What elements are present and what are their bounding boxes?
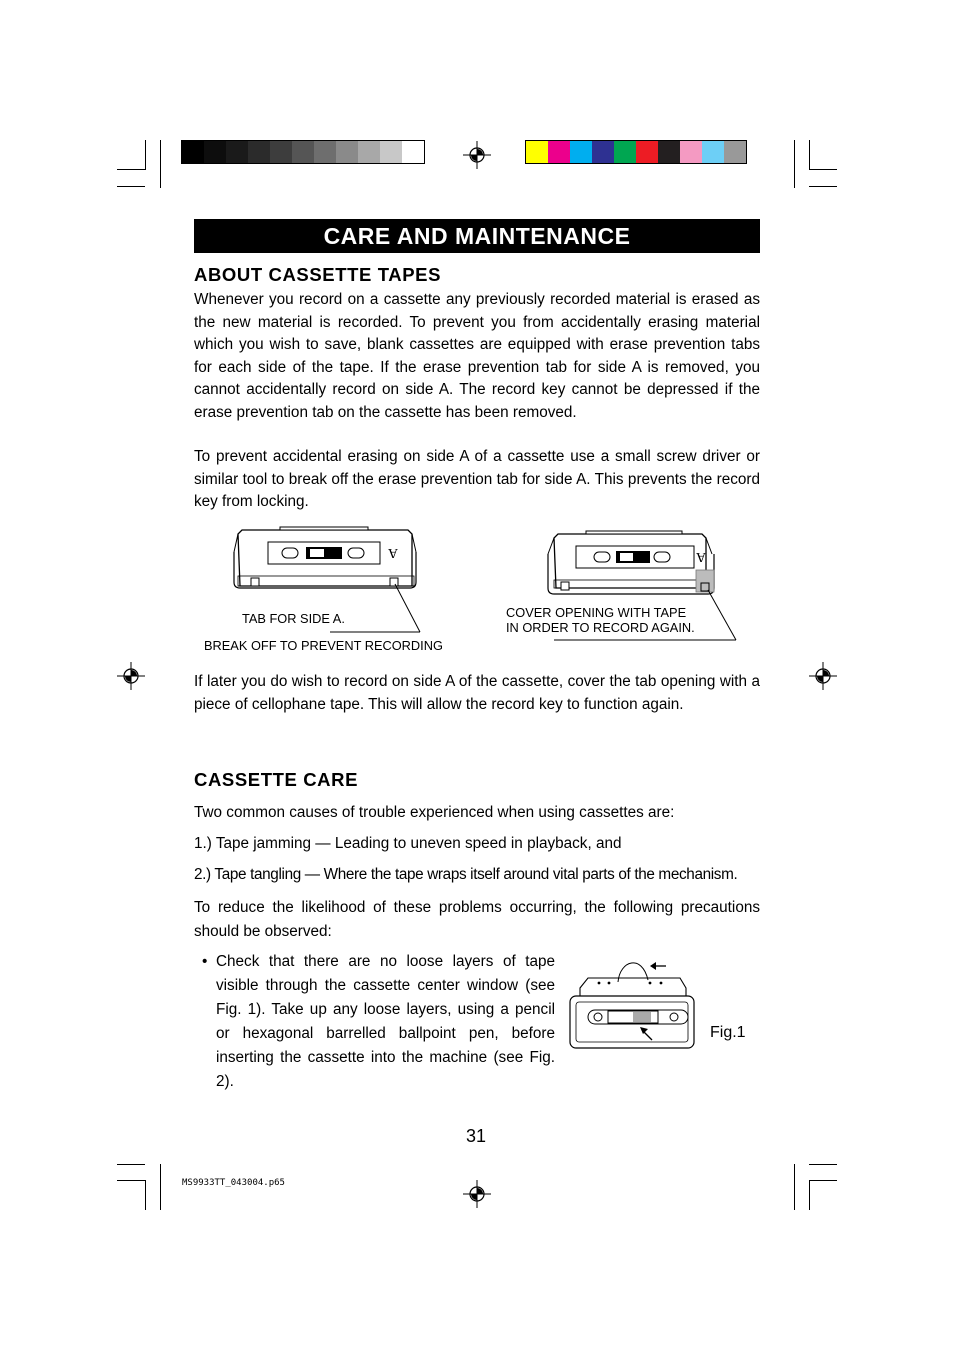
fig1-cassette-illustration [566, 952, 700, 1052]
list-item: 1.) Tape jamming — Leading to uneven speed in playback, and [194, 835, 622, 852]
page-title: CARE AND MAINTENANCE [194, 219, 760, 253]
file-reference: MS9933TT_043004.p65 [182, 1178, 285, 1188]
registration-mark-icon [463, 141, 491, 169]
side-a-label: A [387, 545, 398, 560]
crop-mark [160, 1164, 161, 1210]
list-item: 2.) Tape tangling — Where the tape wraps itself around vital parts of the mechanism. [194, 866, 738, 883]
intro-text: Two common causes of trouble experienced when using cassettes are: [194, 804, 675, 821]
crop-mark [145, 1180, 146, 1210]
paragraph [194, 896, 760, 944]
section-heading: CASSETTE CARE [194, 769, 359, 790]
crop-mark [794, 140, 795, 188]
figure-label: Fig.1 [710, 1024, 746, 1041]
color-swatch [270, 141, 292, 163]
crop-mark [117, 169, 145, 170]
crop-mark [809, 169, 837, 170]
color-swatch [636, 141, 658, 163]
color-swatch [570, 141, 592, 163]
crop-mark [117, 1164, 145, 1165]
side-a-label: A [695, 549, 706, 564]
paragraph [194, 446, 760, 514]
color-swatch [292, 141, 314, 163]
registration-mark-icon [463, 1180, 491, 1208]
color-swatch [680, 141, 702, 163]
color-swatch [658, 141, 680, 163]
grayscale-bar [181, 140, 425, 164]
bullet-text: Check that there are no loose layers of tape visible through the cassette center window (see Fig. 1). Take up any loose layers, using a pencil or hexagonal barrelled ballpoint pen, before inserting the cassette into the machine (see Fig. 2). [216, 953, 555, 1090]
color-swatch [182, 141, 204, 163]
crop-mark [117, 186, 145, 187]
crop-mark [794, 1164, 795, 1210]
crop-mark [809, 140, 810, 170]
section-heading: ABOUT CASSETTE TAPES [194, 264, 442, 285]
caption-break-off: BREAK OFF TO PREVENT RECORDING [204, 638, 443, 653]
paragraph-text: Whenever you record on a cassette any previously recorded material is erased as the new material is recorded. To prevent you from accidentally erasing material which you wish to save, blank cassettes are equipped with erase prevention tabs for each side of the tape. If the erase prevention tab for side A is removed, you cannot accidentally record on side A. The record key cannot be depressed if the erase prevention tab on the cassette has been removed. [194, 291, 760, 421]
color-swatch [724, 141, 746, 163]
color-swatch [248, 141, 270, 163]
color-bar [525, 140, 747, 164]
registration-mark-icon [809, 662, 837, 690]
paragraph [194, 289, 760, 424]
crop-mark [145, 140, 146, 170]
color-swatch [614, 141, 636, 163]
bullet-item [194, 950, 556, 1090]
crop-mark [809, 1180, 810, 1210]
color-swatch [204, 141, 226, 163]
paragraph-text: To prevent accidental erasing on side A of a cassette use a small screw driver or similar tool to break off the erase prevention tab for side A. This prevents the record key from locking. [194, 448, 760, 510]
bullet-marker: • [202, 953, 208, 970]
color-swatch [314, 141, 336, 163]
page-number: 31 [466, 1126, 487, 1146]
paragraph [194, 671, 760, 716]
color-swatch [358, 141, 380, 163]
color-swatch [526, 141, 548, 163]
paragraph-text: If later you do wish to record on side A of the cassette, cover the tab opening with a piece of cellophane tape. This will allow the record key to function again. [194, 673, 760, 713]
caption-cover-2: IN ORDER TO RECORD AGAIN. [506, 620, 695, 635]
crop-mark [809, 186, 837, 187]
color-swatch [380, 141, 402, 163]
color-swatch [592, 141, 614, 163]
color-swatch [702, 141, 724, 163]
color-swatch [548, 141, 570, 163]
crop-mark [809, 1164, 837, 1165]
color-swatch [402, 141, 424, 163]
caption-cover-1: COVER OPENING WITH TAPE [506, 605, 687, 620]
crop-mark [160, 140, 161, 188]
paragraph-text: To reduce the likelihood of these problems occurring, the following precautions should be observed: [194, 899, 760, 940]
caption-tab: TAB FOR SIDE A. [242, 611, 345, 626]
crop-mark [809, 1180, 837, 1181]
color-swatch [226, 141, 248, 163]
registration-mark-icon [117, 662, 145, 690]
color-swatch [336, 141, 358, 163]
crop-mark [117, 1180, 145, 1181]
